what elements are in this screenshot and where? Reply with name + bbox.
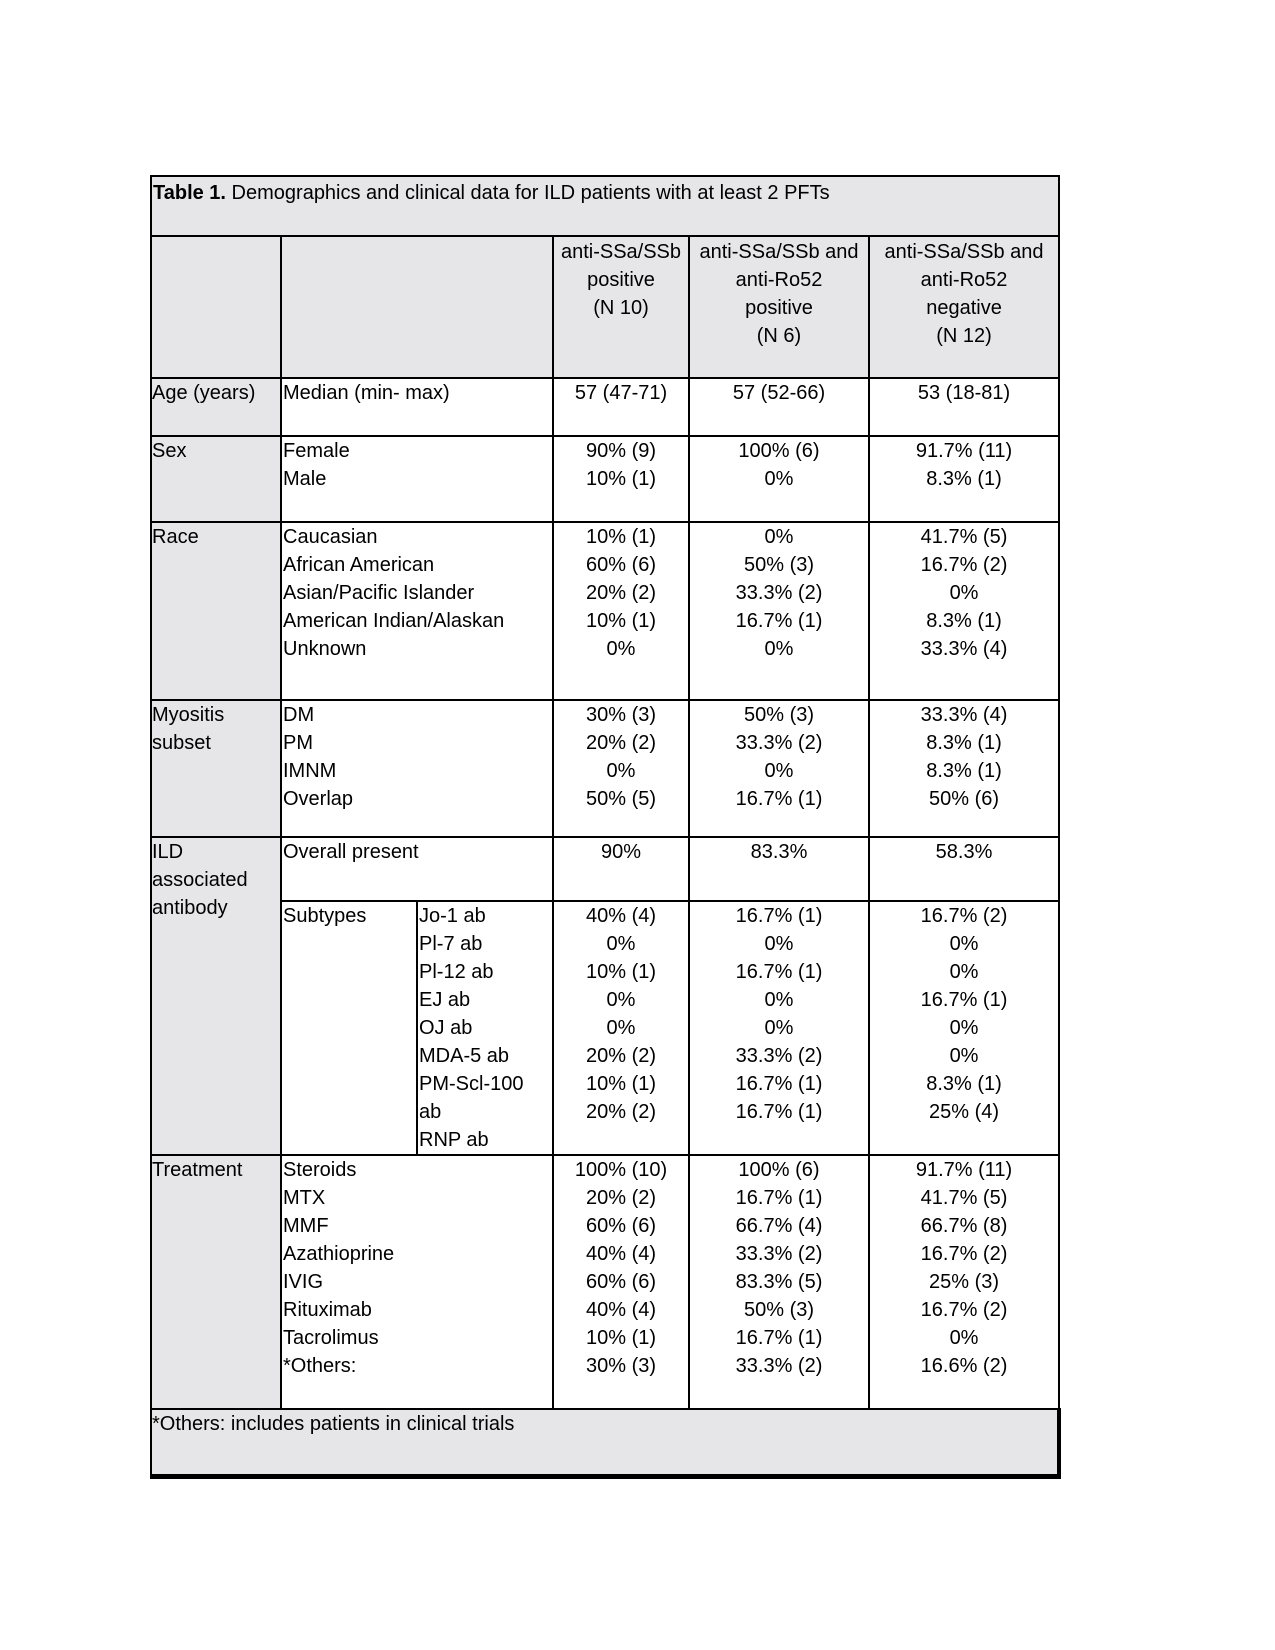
subtype-col2 — [689, 901, 869, 1155]
cell-value: 10% (1) — [585, 1073, 657, 1095]
cell-value: 8.3% (1) — [926, 1073, 1002, 1095]
age-value-col2: 57 (52-66) — [689, 378, 869, 436]
list-item: Male — [283, 468, 327, 490]
list-item: American Indian/Alaskan — [283, 610, 505, 632]
subtype-labels — [417, 901, 553, 1155]
row-label-subtypes: Subtypes — [281, 901, 417, 1155]
row-category-myositis — [151, 700, 281, 837]
cell-value: 33.3% (4) — [920, 638, 1008, 660]
sex-col1 — [553, 436, 689, 522]
table-footnote: *Others: includes patients in clinical trials — [151, 1409, 1059, 1477]
category-line: Myositis — [152, 704, 225, 726]
cell-value: 40% (4) — [585, 1243, 657, 1265]
row-label-median: Median (min- max) — [281, 378, 553, 436]
row-category-sex: Sex — [151, 436, 281, 522]
cell-value: 100% (6) — [738, 440, 820, 462]
cell-value: 100% (6) — [738, 1159, 820, 1181]
cell-value: 10% (1) — [585, 610, 657, 632]
cell-value: 16.7% (1) — [735, 1101, 823, 1123]
list-item: PM-Scl-100 — [419, 1073, 524, 1095]
list-item: *Others: — [283, 1355, 357, 1377]
cell-value: 16.7% (1) — [735, 905, 823, 927]
cell-value: 20% (2) — [585, 1045, 657, 1067]
cell-value: 25% (4) — [929, 1101, 1000, 1123]
cell-value: 0% — [606, 989, 636, 1011]
cell-value: 10% (1) — [585, 468, 657, 490]
cell-value: 8.3% (1) — [926, 610, 1002, 632]
list-item: Pl-12 ab — [419, 961, 494, 983]
treatment-labels — [281, 1155, 553, 1409]
cell-value: 40% (4) — [585, 905, 657, 927]
cell-value: 50% (5) — [585, 788, 657, 810]
column-header-row — [151, 236, 1059, 378]
list-item: Unknown — [283, 638, 367, 660]
list-item: Pl-7 ab — [419, 933, 483, 955]
list-item: MDA-5 ab — [419, 1045, 510, 1067]
cell-value: 60% (6) — [585, 1271, 657, 1293]
cell-value: 0% — [606, 933, 636, 955]
list-item: PM — [283, 732, 313, 754]
table-row-ild-subtypes — [151, 901, 1059, 1155]
list-item: OJ ab — [419, 1017, 473, 1039]
cell-value: 10% (1) — [585, 526, 657, 548]
cell-value: 0% — [764, 760, 794, 782]
cell-value: 30% (3) — [585, 1355, 657, 1377]
subtype-col1 — [553, 901, 689, 1155]
row-category-age: Age (years) — [151, 378, 281, 436]
cell-value: 90% (9) — [585, 440, 657, 462]
myositis-col2 — [689, 700, 869, 837]
cell-value: 20% (2) — [585, 732, 657, 754]
ild-overall-col3: 58.3% — [869, 837, 1059, 901]
cell-value: 0% — [949, 1017, 979, 1039]
cell-value: 16.7% (1) — [735, 1073, 823, 1095]
cell-value: 16.7% (2) — [920, 1299, 1008, 1321]
column-header-ssa-ro52-negative: anti-SSa/SSb and anti-Ro52 negative (N 12) — [869, 236, 1059, 378]
header-empty-cell-1 — [151, 236, 281, 378]
cell-value: 16.6% (2) — [920, 1355, 1008, 1377]
treatment-col3 — [869, 1155, 1059, 1409]
cell-value: 20% (2) — [585, 1187, 657, 1209]
list-item: EJ ab — [419, 989, 471, 1011]
cell-value: 0% — [949, 933, 979, 955]
list-item: DM — [283, 704, 315, 726]
cell-value: 41.7% (5) — [920, 526, 1008, 548]
cell-value: 41.7% (5) — [920, 1187, 1008, 1209]
header-empty-cell-2 — [281, 236, 553, 378]
myositis-col3 — [869, 700, 1059, 837]
cell-value: 0% — [949, 1045, 979, 1067]
cell-value: 8.3% (1) — [926, 760, 1002, 782]
myositis-col1 — [553, 700, 689, 837]
cell-value: 8.3% (1) — [926, 732, 1002, 754]
cell-value: 33.3% (2) — [735, 732, 823, 754]
list-item: Rituximab — [283, 1299, 372, 1321]
cell-value: 16.7% (1) — [735, 961, 823, 983]
treatment-col1 — [553, 1155, 689, 1409]
cell-value: 16.7% (1) — [735, 788, 823, 810]
ild-overall-col2: 83.3% — [689, 837, 869, 901]
cell-value: 91.7% (11) — [915, 1159, 1013, 1181]
list-item: Tacrolimus — [283, 1327, 379, 1349]
cell-value: 0% — [606, 1017, 636, 1039]
sex-labels — [281, 436, 553, 522]
list-item: Jo-1 ab — [419, 905, 486, 927]
race-col3 — [869, 522, 1059, 700]
sex-col2 — [689, 436, 869, 522]
category-line: associated — [152, 869, 248, 891]
list-item: MTX — [283, 1187, 326, 1209]
row-category-ild-antibody — [151, 837, 281, 1155]
list-item: Caucasian — [283, 526, 378, 548]
treatment-col2 — [689, 1155, 869, 1409]
cell-value: 66.7% (4) — [735, 1215, 823, 1237]
table-row-myositis — [151, 700, 1059, 837]
row-label-overall-present: Overall present — [281, 837, 553, 901]
clinical-data-table — [150, 175, 1061, 1479]
cell-value: 33.3% (2) — [735, 1355, 823, 1377]
cell-value: 0% — [764, 468, 794, 490]
cell-value: 0% — [949, 582, 979, 604]
cell-value: 40% (4) — [585, 1299, 657, 1321]
cell-value: 0% — [764, 1017, 794, 1039]
list-item: MMF — [283, 1215, 329, 1237]
myositis-labels — [281, 700, 553, 837]
cell-value: 20% (2) — [585, 1101, 657, 1123]
column-header-ssa-ssb-positive: anti-SSa/SSb positive (N 10) — [553, 236, 689, 378]
cell-value: 83.3% (5) — [735, 1271, 823, 1293]
cell-value: 16.7% (1) — [735, 610, 823, 632]
cell-value: 33.3% (2) — [735, 582, 823, 604]
age-value-col3: 53 (18-81) — [869, 378, 1059, 436]
cell-value: 0% — [949, 961, 979, 983]
cell-value: 10% (1) — [585, 1327, 657, 1349]
cell-value: 60% (6) — [585, 554, 657, 576]
row-category-treatment: Treatment — [151, 1155, 281, 1409]
cell-value: 25% (3) — [929, 1271, 1000, 1293]
list-item: Female — [283, 440, 350, 462]
list-item: Asian/Pacific Islander — [283, 582, 475, 604]
cell-value: 50% (6) — [929, 788, 1000, 810]
cell-value: 0% — [764, 638, 794, 660]
table-title — [151, 176, 1059, 236]
cell-value: 91.7% (11) — [915, 440, 1013, 462]
table-row-ild-overall — [151, 837, 1059, 901]
category-line: subset — [152, 732, 211, 754]
list-item: African American — [283, 554, 435, 576]
cell-value: 16.7% (2) — [920, 1243, 1008, 1265]
subtype-col3 — [869, 901, 1059, 1155]
cell-value: 16.7% (1) — [920, 989, 1008, 1011]
cell-value: 30% (3) — [585, 704, 657, 726]
cell-value: 0% — [764, 933, 794, 955]
table-title-bold: Table 1. — [153, 182, 226, 204]
cell-value: 20% (2) — [585, 582, 657, 604]
cell-value: 66.7% (8) — [920, 1215, 1008, 1237]
age-value-col1: 57 (47-71) — [553, 378, 689, 436]
list-item: RNP ab — [419, 1129, 489, 1151]
category-line: ILD — [152, 841, 184, 863]
cell-value: 33.3% (2) — [735, 1045, 823, 1067]
list-item: IVIG — [283, 1271, 324, 1293]
column-header-ssa-ro52-positive: anti-SSa/SSb and anti-Ro52 positive (N 6) — [689, 236, 869, 378]
list-item: Azathioprine — [283, 1243, 395, 1265]
cell-value: 60% (6) — [585, 1215, 657, 1237]
race-col1 — [553, 522, 689, 700]
cell-value: 33.3% (2) — [735, 1243, 823, 1265]
list-item: Overlap — [283, 788, 354, 810]
cell-value: 16.7% (1) — [735, 1327, 823, 1349]
cell-value: 0% — [606, 760, 636, 782]
category-line: antibody — [152, 897, 228, 919]
cell-value: 50% (3) — [743, 704, 815, 726]
table-row-treatment — [151, 1155, 1059, 1409]
cell-value: 10% (1) — [585, 961, 657, 983]
table-row-race — [151, 522, 1059, 700]
cell-value: 50% (3) — [743, 1299, 815, 1321]
cell-value: 50% (3) — [743, 554, 815, 576]
cell-value: 8.3% (1) — [926, 468, 1002, 490]
cell-value: 0% — [764, 526, 794, 548]
cell-value: 33.3% (4) — [920, 704, 1008, 726]
table-row-sex — [151, 436, 1059, 522]
cell-value: 16.7% (2) — [920, 905, 1008, 927]
cell-value: 0% — [606, 638, 636, 660]
sex-col3 — [869, 436, 1059, 522]
cell-value: 16.7% (1) — [735, 1187, 823, 1209]
race-labels — [281, 522, 553, 700]
table-title-text: Demographics and clinical data for ILD patients with at least 2 PFTs — [226, 182, 830, 204]
ild-overall-col1: 90% — [553, 837, 689, 901]
table-row-age — [151, 378, 1059, 436]
list-item: ab — [419, 1101, 442, 1123]
cell-value: 0% — [949, 1327, 979, 1349]
cell-value: 16.7% (2) — [920, 554, 1008, 576]
cell-value: 0% — [764, 989, 794, 1011]
row-category-race: Race — [151, 522, 281, 700]
race-col2 — [689, 522, 869, 700]
list-item: IMNM — [283, 760, 337, 782]
cell-value: 100% (10) — [574, 1159, 668, 1181]
list-item: Steroids — [283, 1159, 357, 1181]
